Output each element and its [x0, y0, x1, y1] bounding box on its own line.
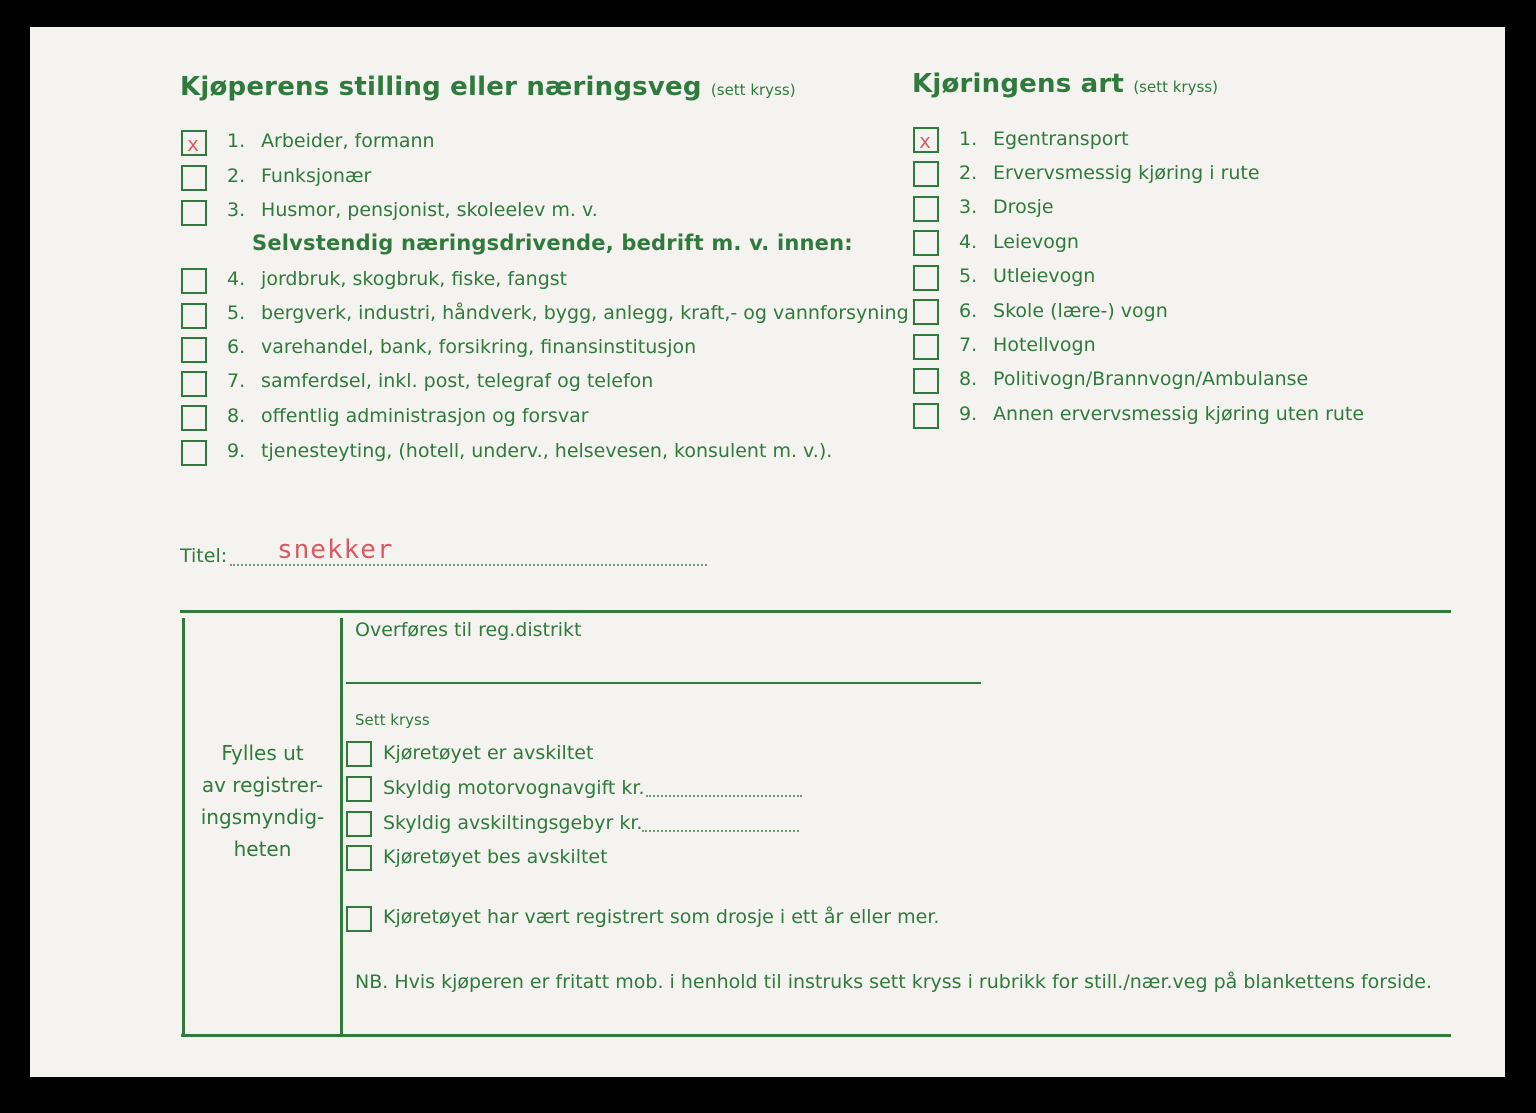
checkbox[interactable] [913, 299, 939, 325]
motorvognavgift-field[interactable] [646, 795, 802, 797]
checkbox[interactable] [913, 161, 939, 187]
checkbox[interactable] [913, 230, 939, 256]
item-label: Annen ervervsmessig kjøring uten rute [993, 403, 1365, 425]
registry-divider [340, 618, 343, 1036]
checkbox[interactable] [181, 303, 207, 329]
item-label: Funksjonær [261, 165, 372, 187]
checkbox[interactable] [346, 845, 372, 871]
checkbox[interactable] [181, 200, 207, 226]
title-field-value: snekker [277, 535, 394, 565]
checkbox[interactable] [913, 403, 939, 429]
item-label: Husmor, pensjonist, skoleelev m. v. [261, 199, 598, 221]
checkbox[interactable] [346, 811, 372, 837]
checkbox[interactable] [181, 165, 207, 191]
form-card: Kjøperens stilling eller næringsveg (sett kryss) x 1. Arbeider, formann 2. Funksjonær 3. Husmor, pensjonist, skoleelev m. v. Selvstendig næringsdrivende, bedrift m. v. innen: 4. jordbruk, skogbruk, fiske, fangst 5. bergverk, industri, håndverk, bygg, anlegg, kraft,- og vannforsyning 6. varehandel, bank, forsikring, finansinstitusjon 7. samferdsel, inkl. post, telegraf og telefon 8. offentlig administrasjon og forsvar 9. tjenesteyting, (hotell, underv., helsevesen, konsulent m. v.). Kjøringens art (sett kryss) x 1. Egentransport 2. Ervervsmessig kjøring i rute 3. Drosje 4. Leievogn 5. Utleievogn 6. Skole (lære-) vogn 7. Hotellvogn 8. Politivogn/Brannvogn/Ambulanse 9. Annen ervervsmessig kjøring uten rute Titel: snekker Fylles ut av registrer- ingsmyndig- heten Overføres til reg.distrikt Sett kryss Kjøretøyet er avskiltet Skyldig motorvognavgift kr. Skyldig avskiltingsgebyr kr. Kjøretøyet bes avskiltet Kjøretøyet har vært registrert som drosje i ett år eller mer. NB. Hvis kjøperen er fritatt mob. i henhold til instruks sett kryss i rubrikk for still./nær.veg på blankettens forside. [30, 27, 1505, 1077]
left-heading-note: (sett kryss) [710, 81, 796, 99]
item-label: samferdsel, inkl. post, telegraf og telefon [261, 370, 654, 392]
check-mark: x [187, 132, 200, 156]
item-label: jordbruk, skogbruk, fiske, fangst [261, 268, 568, 290]
registry-top-rule [180, 610, 1451, 613]
checkbox[interactable] [181, 268, 207, 294]
registry-left-border [182, 618, 185, 1036]
registry-note: NB. Hvis kjøperen er fritatt mob. i henhold til instruks sett kryss i rubrikk for still./nær.veg på blankettens forside. [355, 971, 1433, 993]
item-label: Ervervsmessig kjøring i rute [993, 162, 1260, 184]
checkbox[interactable] [346, 906, 372, 932]
item-label: varehandel, bank, forsikring, finansinstitusjon [261, 336, 697, 358]
check-label: Kjøretøyet er avskiltet [383, 742, 594, 764]
check-label: Skyldig motorvognavgift kr. [383, 777, 645, 799]
transfer-label: Overføres til reg.distrikt [355, 619, 582, 641]
checkbox[interactable] [346, 776, 372, 802]
check-label: Kjøretøyet bes avskiltet [383, 846, 608, 868]
item-label: Arbeider, formann [261, 130, 435, 152]
item-label: Leievogn [993, 231, 1079, 253]
left-subheading: Selvstendig næringsdrivende, bedrift m. v. innen: [252, 231, 853, 255]
check-label: Kjøretøyet har vært registrert som drosje i ett år eller mer. [383, 906, 940, 928]
item-label: bergverk, industri, håndverk, bygg, anlegg, kraft,- og vannforsyning [261, 302, 909, 324]
right-heading: Kjøringens art (sett kryss) [912, 69, 1218, 99]
item-label: Egentransport [993, 128, 1129, 150]
item-label: Skole (lære-) vogn [993, 300, 1168, 322]
item-label: Utleievogn [993, 265, 1096, 287]
checkbox[interactable] [181, 130, 207, 156]
item-label: offentlig administrasjon og forsvar [261, 405, 589, 427]
item-label: Drosje [993, 196, 1054, 218]
checkbox[interactable] [346, 741, 372, 767]
title-field-label: Titel: [180, 545, 228, 567]
sett-kryss-label: Sett kryss [355, 711, 430, 729]
check-mark: x [919, 129, 932, 153]
checkbox[interactable] [913, 127, 939, 153]
checkbox[interactable] [181, 405, 207, 431]
checkbox[interactable] [913, 368, 939, 394]
checkbox[interactable] [913, 196, 939, 222]
left-heading: Kjøperens stilling eller næringsveg (sett kryss) [180, 72, 796, 102]
item-label: Politivogn/Brannvogn/Ambulanse [993, 368, 1309, 390]
avskiltingsgebyr-field[interactable] [642, 830, 799, 832]
right-heading-note: (sett kryss) [1133, 78, 1218, 96]
item-label: Hotellvogn [993, 334, 1096, 356]
item-label: tjenesteyting, (hotell, underv., helsevesen, konsulent m. v.). [261, 440, 833, 462]
checkbox[interactable] [913, 334, 939, 360]
checkbox[interactable] [181, 337, 207, 363]
registry-side-label: Fylles ut av registrer- ingsmyndig- heten [200, 741, 325, 861]
checkbox[interactable] [181, 371, 207, 397]
transfer-field-line[interactable] [346, 682, 981, 684]
registry-bottom-rule [181, 1034, 1451, 1037]
checkbox[interactable] [181, 440, 207, 466]
check-label: Skyldig avskiltingsgebyr kr. [383, 812, 643, 834]
checkbox[interactable] [913, 265, 939, 291]
